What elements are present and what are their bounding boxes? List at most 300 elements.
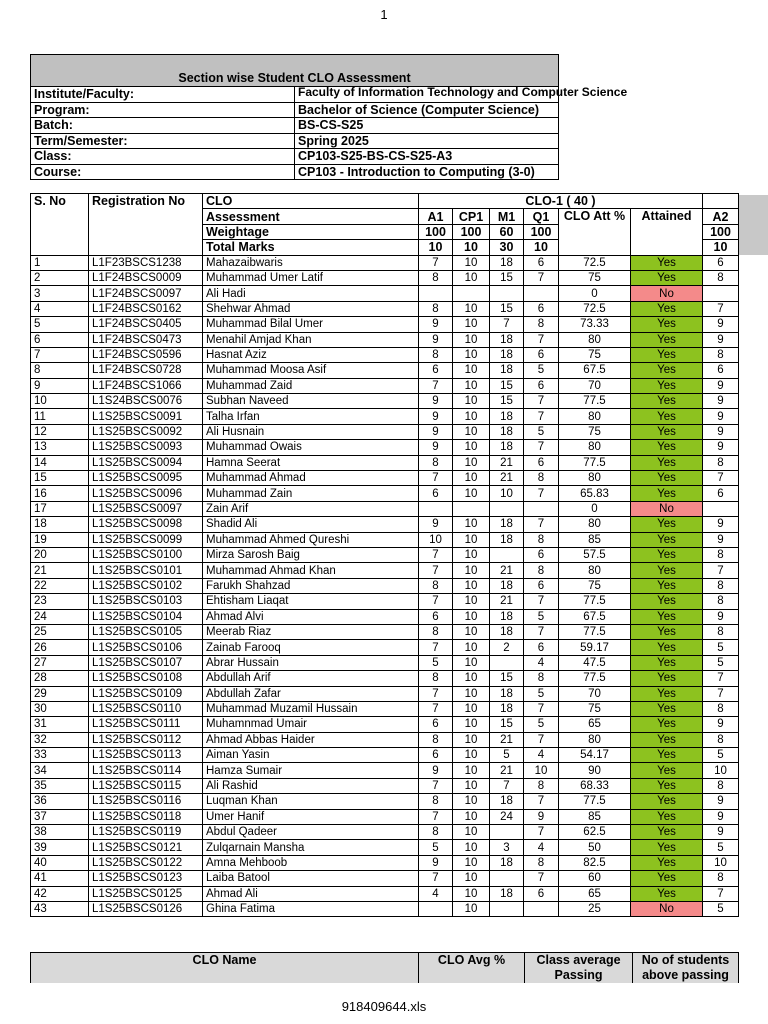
m1-cell: 18 [490, 255, 524, 270]
m1-cell: 18 [490, 440, 524, 455]
attained-cell: Yes [631, 717, 703, 732]
a1-cell: 4 [419, 886, 453, 901]
sno-cell: 11 [31, 409, 89, 424]
a1-cell: 9 [419, 424, 453, 439]
clo-avg-header: CLO Avg % [419, 953, 525, 984]
sno-cell: 22 [31, 578, 89, 593]
info-value: Faculty of Information Technology and Computer Science [295, 87, 559, 103]
q1-cell: 5 [524, 717, 559, 732]
q1-cell [524, 901, 559, 916]
table-row [31, 332, 739, 347]
a1-cell: 7 [419, 809, 453, 824]
m1-cell: 15 [490, 717, 524, 732]
registration-cell: L1S25BSCS0126 [89, 901, 203, 916]
registration-cell: L1S25BSCS0102 [89, 578, 203, 593]
q1-cell [524, 286, 559, 301]
cp1-cell: 10 [453, 409, 490, 424]
q1-cell: 7 [524, 594, 559, 609]
student-name-cell: Ali Husnain [203, 424, 419, 439]
a2-cell: 5 [703, 640, 739, 655]
q1-cell: 7 [524, 794, 559, 809]
registration-cell: L1S25BSCS0091 [89, 409, 203, 424]
registration-cell: L1F24BSCS0097 [89, 286, 203, 301]
table-row [31, 363, 739, 378]
sno-cell: 40 [31, 855, 89, 870]
m1-cell: 18 [490, 578, 524, 593]
info-value: CP103 - Introduction to Computing (3-0) [295, 164, 559, 180]
m1-cell [490, 825, 524, 840]
weight-a2: 100 [703, 224, 739, 239]
q1-cell: 7 [524, 624, 559, 639]
cp1-cell: 10 [453, 378, 490, 393]
table-row [31, 547, 739, 562]
q1-cell: 7 [524, 486, 559, 501]
m1-cell: 21 [490, 455, 524, 470]
m1-cell: 21 [490, 471, 524, 486]
clo-att-cell: 75 [559, 578, 631, 593]
cp1-cell: 10 [453, 825, 490, 840]
m1-cell [490, 501, 524, 516]
col-name-a1: A1 [419, 209, 453, 224]
a2-cell: 9 [703, 332, 739, 347]
attained-cell: Yes [631, 655, 703, 670]
clo-att-cell: 72.5 [559, 255, 631, 270]
a2-cell: 8 [703, 732, 739, 747]
sno-cell: 33 [31, 748, 89, 763]
cp1-cell: 10 [453, 594, 490, 609]
q1-cell: 6 [524, 547, 559, 562]
col-name-m1: M1 [490, 209, 524, 224]
clo-att-cell: 59.17 [559, 640, 631, 655]
table-row [31, 686, 739, 701]
table-row [31, 455, 739, 470]
q1-cell: 8 [524, 855, 559, 870]
a2-cell: 5 [703, 655, 739, 670]
m1-cell: 2 [490, 640, 524, 655]
q1-cell: 8 [524, 671, 559, 686]
m1-cell: 15 [490, 301, 524, 316]
table-row [31, 624, 739, 639]
table-row [31, 655, 739, 670]
registration-cell: L1S25BSCS0096 [89, 486, 203, 501]
student-name-cell: Aiman Yasin [203, 748, 419, 763]
attained-cell: Yes [631, 255, 703, 270]
registration-cell: L1F24BSCS0596 [89, 347, 203, 362]
m1-cell: 18 [490, 409, 524, 424]
a2-cell: 8 [703, 701, 739, 716]
table-row [31, 301, 739, 316]
student-name-cell: Hamza Sumair [203, 763, 419, 778]
a2-cell: 9 [703, 409, 739, 424]
sno-cell: 20 [31, 547, 89, 562]
scroll-shade [739, 195, 768, 255]
clo-att-cell: 65.83 [559, 486, 631, 501]
info-label: Course: [31, 164, 295, 180]
cp1-cell: 10 [453, 424, 490, 439]
clo-att-cell: 77.5 [559, 794, 631, 809]
q1-cell: 6 [524, 347, 559, 362]
cp1-cell: 10 [453, 778, 490, 793]
table-row [31, 901, 739, 916]
clo-att-cell: 77.5 [559, 671, 631, 686]
clo-att-cell: 67.5 [559, 609, 631, 624]
a2-cell: 9 [703, 440, 739, 455]
q1-cell: 5 [524, 424, 559, 439]
a1-cell: 9 [419, 440, 453, 455]
clo-header: CLO [203, 194, 419, 209]
sno-cell: 8 [31, 363, 89, 378]
info-row [31, 102, 559, 118]
table-row [31, 809, 739, 824]
a2-cell [703, 286, 739, 301]
sno-cell: 18 [31, 517, 89, 532]
table-row [31, 501, 739, 516]
info-value: CP103-S25-BS-CS-S25-A3 [295, 149, 559, 165]
q1-cell: 8 [524, 778, 559, 793]
col-name-cp1: CP1 [453, 209, 490, 224]
cp1-cell: 10 [453, 270, 490, 285]
q1-cell: 8 [524, 317, 559, 332]
sno-cell: 35 [31, 778, 89, 793]
attained-cell: Yes [631, 363, 703, 378]
a1-cell: 8 [419, 301, 453, 316]
a2-cell: 7 [703, 886, 739, 901]
cp1-cell: 10 [453, 809, 490, 824]
a1-cell: 7 [419, 547, 453, 562]
student-name-cell: Muhammad Zain [203, 486, 419, 501]
clo-att-cell: 75 [559, 424, 631, 439]
a1-cell: 8 [419, 732, 453, 747]
student-name-cell: Hasnat Aziz [203, 347, 419, 362]
clo-att-cell: 65 [559, 886, 631, 901]
cp1-cell: 10 [453, 471, 490, 486]
student-name-cell: Muhammad Muzamil Hussain [203, 701, 419, 716]
sno-cell: 39 [31, 840, 89, 855]
cp1-cell: 10 [453, 717, 490, 732]
cp1-cell: 10 [453, 301, 490, 316]
m1-cell: 21 [490, 732, 524, 747]
m1-cell: 21 [490, 563, 524, 578]
table-row [31, 532, 739, 547]
sno-cell: 30 [31, 701, 89, 716]
q1-cell [524, 501, 559, 516]
a1-cell [419, 901, 453, 916]
clo-assessment-table [30, 193, 739, 917]
attained-cell: Yes [631, 778, 703, 793]
sno-cell: 23 [31, 594, 89, 609]
attained-cell: No [631, 286, 703, 301]
table-row [31, 717, 739, 732]
student-name-cell: Muhamnmad Umair [203, 717, 419, 732]
clo-att-cell: 73.33 [559, 317, 631, 332]
cp1-cell: 10 [453, 317, 490, 332]
clo-att-cell: 80 [559, 471, 631, 486]
clo-att-cell: 90 [559, 763, 631, 778]
cp1-cell: 10 [453, 655, 490, 670]
weight-cp1: 100 [453, 224, 490, 239]
clo-name-header: CLO Name [31, 953, 419, 984]
total-q1: 10 [524, 240, 559, 255]
table-row [31, 640, 739, 655]
student-name-cell: Muhammad Ahmad Khan [203, 563, 419, 578]
table-row [31, 517, 739, 532]
a1-cell: 8 [419, 270, 453, 285]
weight-a1: 100 [419, 224, 453, 239]
a2-cell: 8 [703, 578, 739, 593]
m1-cell: 18 [490, 701, 524, 716]
a1-cell: 8 [419, 578, 453, 593]
cp1-cell: 10 [453, 455, 490, 470]
table-row [31, 409, 739, 424]
table-row [31, 440, 739, 455]
sno-cell: 13 [31, 440, 89, 455]
cp1-cell: 10 [453, 748, 490, 763]
sno-cell: 9 [31, 378, 89, 393]
registration-cell: L1S25BSCS0109 [89, 686, 203, 701]
cp1-cell: 10 [453, 901, 490, 916]
q1-cell: 6 [524, 301, 559, 316]
registration-cell: L1S25BSCS0119 [89, 825, 203, 840]
a2-cell: 9 [703, 609, 739, 624]
info-row [31, 149, 559, 165]
attained-cell: Yes [631, 317, 703, 332]
a2-cell: 8 [703, 347, 739, 362]
a2-cell: 7 [703, 471, 739, 486]
page-cut [0, 983, 768, 999]
q1-cell: 7 [524, 871, 559, 886]
attained-cell: Yes [631, 671, 703, 686]
a2-cell: 8 [703, 871, 739, 886]
attained-cell: Yes [631, 378, 703, 393]
a1-cell: 7 [419, 255, 453, 270]
q1-cell: 9 [524, 809, 559, 824]
file-name-footer: 918409644.xls [341, 999, 427, 1014]
clo-att-header: CLO Att % [559, 209, 631, 255]
m1-cell: 7 [490, 778, 524, 793]
table-row [31, 825, 739, 840]
attained-cell: Yes [631, 886, 703, 901]
cp1-cell: 10 [453, 347, 490, 362]
attained-cell: Yes [631, 409, 703, 424]
a2-cell: 5 [703, 840, 739, 855]
registration-cell: L1S25BSCS0101 [89, 563, 203, 578]
student-name-cell: Muhammad Owais [203, 440, 419, 455]
a2-cell: 10 [703, 855, 739, 870]
sno-cell: 12 [31, 424, 89, 439]
cp1-cell: 10 [453, 794, 490, 809]
a1-cell: 7 [419, 686, 453, 701]
table-row [31, 594, 739, 609]
a2-cell: 9 [703, 809, 739, 824]
m1-cell [490, 871, 524, 886]
attained-cell: Yes [631, 301, 703, 316]
a2-cell: 6 [703, 363, 739, 378]
student-name-cell: Hamna Seerat [203, 455, 419, 470]
registration-cell: L1F24BSCS0162 [89, 301, 203, 316]
a2-cell [703, 501, 739, 516]
attained-cell: Yes [631, 424, 703, 439]
student-name-cell: Abdullah Arif [203, 671, 419, 686]
sno-cell: 10 [31, 394, 89, 409]
m1-cell [490, 655, 524, 670]
clo-att-cell: 85 [559, 532, 631, 547]
cp1-cell [453, 501, 490, 516]
registration-cell: L1S25BSCS0122 [89, 855, 203, 870]
cp1-cell: 10 [453, 701, 490, 716]
sno-cell: 37 [31, 809, 89, 824]
q1-cell: 6 [524, 255, 559, 270]
q1-cell: 7 [524, 440, 559, 455]
student-name-cell: Mirza Sarosh Baig [203, 547, 419, 562]
student-name-cell: Amna Mehboob [203, 855, 419, 870]
a1-cell: 7 [419, 378, 453, 393]
class-average-header: Class average Passing [525, 953, 633, 984]
table-row [31, 840, 739, 855]
table-row [31, 347, 739, 362]
cp1-cell: 10 [453, 363, 490, 378]
table-row [31, 855, 739, 870]
info-row [31, 87, 559, 103]
m1-cell: 18 [490, 794, 524, 809]
q1-cell: 4 [524, 840, 559, 855]
m1-cell: 18 [490, 624, 524, 639]
a2-cell: 8 [703, 624, 739, 639]
m1-cell [490, 547, 524, 562]
total-marks-label: Total Marks [203, 240, 419, 255]
q1-cell: 7 [524, 701, 559, 716]
sno-cell: 27 [31, 655, 89, 670]
m1-cell [490, 286, 524, 301]
clo-att-cell: 68.33 [559, 778, 631, 793]
a2-cell: 7 [703, 686, 739, 701]
clo-att-cell: 80 [559, 440, 631, 455]
registration-cell: L1S25BSCS0098 [89, 517, 203, 532]
sno-cell: 2 [31, 270, 89, 285]
clo-att-cell: 75 [559, 270, 631, 285]
total-cp1: 10 [453, 240, 490, 255]
blank-header [703, 194, 739, 209]
sno-cell: 28 [31, 671, 89, 686]
m1-cell: 18 [490, 886, 524, 901]
attained-cell: Yes [631, 640, 703, 655]
student-name-cell: Talha Irfan [203, 409, 419, 424]
registration-cell: L1S25BSCS0118 [89, 809, 203, 824]
q1-cell: 6 [524, 640, 559, 655]
registration-cell: L1S25BSCS0107 [89, 655, 203, 670]
a1-cell: 9 [419, 855, 453, 870]
a1-cell: 6 [419, 748, 453, 763]
registration-cell: L1S25BSCS0103 [89, 594, 203, 609]
cp1-cell: 10 [453, 578, 490, 593]
cp1-cell: 10 [453, 886, 490, 901]
attained-cell: Yes [631, 332, 703, 347]
cp1-cell: 10 [453, 840, 490, 855]
q1-cell: 5 [524, 609, 559, 624]
attained-cell: Yes [631, 563, 703, 578]
table-row [31, 255, 739, 270]
registration-cell: L1S25BSCS0092 [89, 424, 203, 439]
m1-cell: 15 [490, 270, 524, 285]
q1-cell: 4 [524, 655, 559, 670]
sno-cell: 42 [31, 886, 89, 901]
attained-cell: Yes [631, 517, 703, 532]
cp1-cell: 10 [453, 563, 490, 578]
m1-cell: 7 [490, 317, 524, 332]
cp1-cell: 10 [453, 686, 490, 701]
m1-cell: 21 [490, 594, 524, 609]
q1-cell: 6 [524, 455, 559, 470]
student-name-cell: Muhammad Bilal Umer [203, 317, 419, 332]
clo-att-cell: 72.5 [559, 301, 631, 316]
q1-cell: 4 [524, 748, 559, 763]
m1-cell: 18 [490, 424, 524, 439]
registration-cell: L1F24BSCS0728 [89, 363, 203, 378]
info-value: Bachelor of Science (Computer Science) [295, 102, 559, 118]
table-row [31, 286, 739, 301]
table-row [31, 778, 739, 793]
attained-cell: Yes [631, 270, 703, 285]
a2-cell: 9 [703, 532, 739, 547]
q1-cell: 7 [524, 270, 559, 285]
cp1-cell: 10 [453, 732, 490, 747]
student-name-cell: Abdullah Zafar [203, 686, 419, 701]
a2-cell: 10 [703, 763, 739, 778]
course-info-table [30, 54, 628, 180]
a1-cell [419, 501, 453, 516]
student-name-cell: Ahmad Abbas Haider [203, 732, 419, 747]
sno-cell: 3 [31, 286, 89, 301]
registration-cell: L1S25BSCS0094 [89, 455, 203, 470]
registration-header: Registration No [89, 194, 203, 256]
a2-cell: 5 [703, 748, 739, 763]
registration-cell: L1S25BSCS0121 [89, 840, 203, 855]
registration-cell: L1S25BSCS0104 [89, 609, 203, 624]
registration-cell: L1S25BSCS0125 [89, 886, 203, 901]
table-row [31, 671, 739, 686]
attained-cell: Yes [631, 347, 703, 362]
a2-cell: 9 [703, 825, 739, 840]
a1-cell: 7 [419, 871, 453, 886]
registration-cell: L1S25BSCS0113 [89, 748, 203, 763]
sno-cell: 25 [31, 624, 89, 639]
info-value: Spring 2025 [295, 133, 559, 149]
attained-cell: No [631, 501, 703, 516]
a1-cell: 9 [419, 332, 453, 347]
a1-cell: 7 [419, 701, 453, 716]
m1-cell [490, 901, 524, 916]
table-row [31, 563, 739, 578]
cp1-cell: 10 [453, 255, 490, 270]
registration-cell: L1S25BSCS0106 [89, 640, 203, 655]
sno-cell: 5 [31, 317, 89, 332]
student-name-cell: Umer Hanif [203, 809, 419, 824]
student-name-cell: Zulqarnain Mansha [203, 840, 419, 855]
cp1-cell: 10 [453, 547, 490, 562]
clo-att-cell: 0 [559, 286, 631, 301]
cp1-cell: 10 [453, 871, 490, 886]
a2-cell: 7 [703, 671, 739, 686]
attained-header: Attained [631, 209, 703, 255]
m1-cell: 15 [490, 671, 524, 686]
table-row [31, 701, 739, 716]
sno-cell: 4 [31, 301, 89, 316]
student-name-cell: Menahil Amjad Khan [203, 332, 419, 347]
attained-cell: Yes [631, 794, 703, 809]
clo-att-cell: 60 [559, 871, 631, 886]
registration-cell: L1F24BSCS1066 [89, 378, 203, 393]
cp1-cell: 10 [453, 440, 490, 455]
a2-cell: 9 [703, 794, 739, 809]
